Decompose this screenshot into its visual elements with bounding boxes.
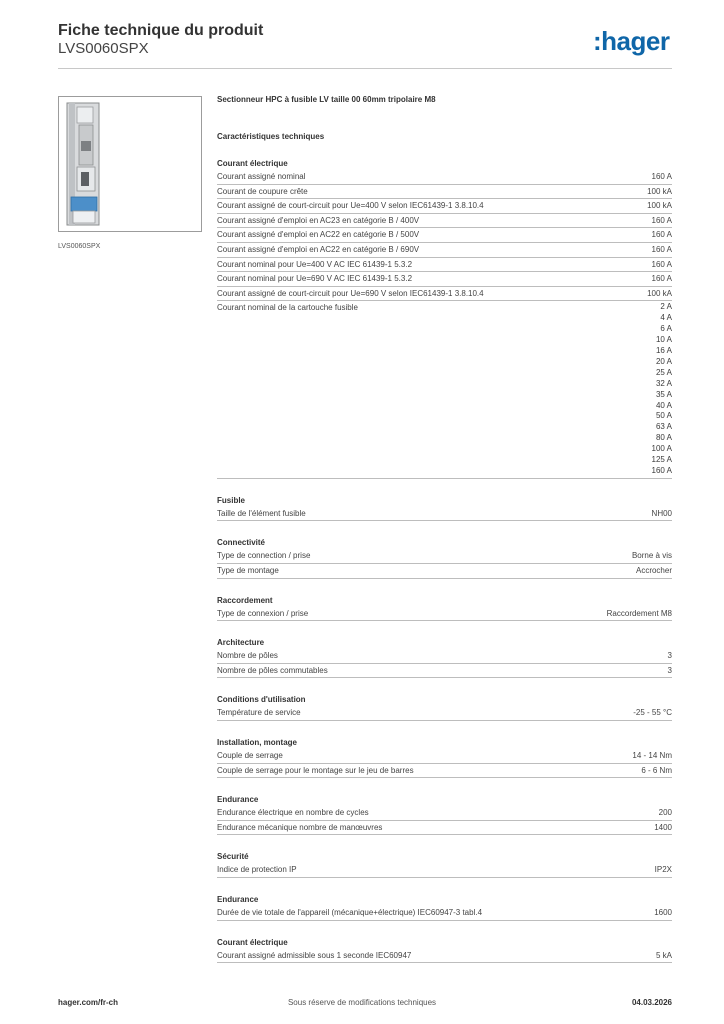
spec-row xyxy=(217,301,672,479)
spec-row xyxy=(217,664,672,679)
spec-label: Endurance électrique en nombre de cycles xyxy=(217,808,369,818)
spec-label: Courant nominal de la cartouche fusible xyxy=(217,303,358,313)
spec-label: Durée de vie totale de l'appareil (mécanique+électrique) IEC60947-3 tabl.4 xyxy=(217,907,483,917)
spec-value: 2 A xyxy=(660,302,672,312)
spec-label: Courant assigné de court-circuit pour Ue=400 V selon IEC61439-1 3.8.10.4 xyxy=(217,201,484,211)
spec-row xyxy=(217,272,672,287)
spec-label: Taille de l'élément fusible xyxy=(217,508,306,518)
section xyxy=(217,596,672,622)
section-title: Courant électrique xyxy=(217,159,288,168)
section xyxy=(217,852,672,878)
product-reference: LVS0060SPX xyxy=(58,40,149,57)
spec-value: 160 A xyxy=(651,244,672,254)
page-title: Fiche technique du produit xyxy=(58,22,264,39)
spec-value: IP2X xyxy=(654,865,672,875)
section-title: Endurance xyxy=(217,795,259,805)
spec-row xyxy=(217,863,672,878)
spec-value: 35 A xyxy=(655,389,672,399)
hager-logo: :hager xyxy=(593,26,670,56)
spec-value: 4 A xyxy=(660,313,672,323)
spec-value: 16 A xyxy=(655,345,672,355)
section-title: Connectivité xyxy=(217,538,266,548)
spec-label: Courant nominal pour Ue=400 V AC IEC 61439-1 5.3.2 xyxy=(217,259,413,269)
footer-disclaimer: Sous réserve de modifications techniques xyxy=(287,998,437,1007)
section xyxy=(217,938,672,964)
spec-row xyxy=(217,607,672,622)
spec-value: 6 A xyxy=(660,324,672,334)
spec-value: 160 A xyxy=(651,172,672,181)
spec-label: Nombre de pôles xyxy=(217,651,278,661)
spec-label: Type de montage xyxy=(217,566,279,576)
section-title: Courant électrique xyxy=(217,937,288,947)
spec-row xyxy=(217,949,672,964)
spec-row xyxy=(217,287,672,302)
spec-row xyxy=(217,199,672,214)
section xyxy=(217,738,672,778)
spec-value: 100 kA xyxy=(647,288,672,298)
spec-row xyxy=(217,243,672,258)
spec-row xyxy=(217,564,672,579)
spec-row xyxy=(217,749,672,764)
image-caption: LVS0060SPX xyxy=(58,243,101,250)
spec-row xyxy=(217,821,672,836)
section-title: Fusible xyxy=(217,495,246,505)
footer-date: 04.03.2026 xyxy=(631,998,672,1007)
section-title: Architecture xyxy=(217,638,265,648)
characteristics-content xyxy=(217,95,672,980)
section xyxy=(217,795,672,835)
section-title: Endurance xyxy=(217,894,259,904)
spec-row xyxy=(217,764,672,779)
spec-value: 3 xyxy=(667,665,672,675)
spec-row xyxy=(217,170,672,185)
spec-value: 10 A xyxy=(655,335,672,345)
spec-value: 6 - 6 Nm xyxy=(641,765,672,775)
spec-label: Type de connection / prise xyxy=(217,551,311,561)
spec-label: Courant assigné admissible sous 1 seconde IEC60947 xyxy=(217,950,412,960)
spec-label: Courant assigné de court-circuit pour Ue=690 V selon IEC61439-1 3.8.10.4 xyxy=(217,288,484,298)
spec-value: 20 A xyxy=(655,356,672,366)
spec-value: Raccordement M8 xyxy=(606,608,672,618)
spec-row xyxy=(217,258,672,273)
spec-label: Type de connexion / prise xyxy=(217,608,309,618)
spec-label: Couple de serrage pour le montage sur le jeu de barres xyxy=(217,765,414,775)
spec-value: 1400 xyxy=(654,822,672,832)
spec-value: 80 A xyxy=(655,433,672,443)
section xyxy=(217,638,672,678)
spec-value: NH00 xyxy=(651,508,672,518)
section xyxy=(217,538,672,578)
spec-value: 100 kA xyxy=(647,186,672,196)
spec-value: 100 A xyxy=(651,444,672,454)
spec-value: Accrocher xyxy=(635,566,672,576)
section-title: Sécurité xyxy=(217,852,249,862)
section xyxy=(217,496,672,522)
spec-value: 1600 xyxy=(654,907,672,917)
spec-row xyxy=(217,706,672,721)
spec-label: Courant de coupure crête xyxy=(217,186,308,196)
section-title: Installation, montage xyxy=(217,738,298,747)
spec-value: 14 - 14 Nm xyxy=(632,751,672,760)
spec-label: Endurance mécanique nombre de manœuvres xyxy=(217,822,383,832)
spec-value: 125 A xyxy=(651,455,672,465)
section-title: Conditions d'utilisation xyxy=(217,695,306,705)
spec-row xyxy=(217,228,672,243)
spec-row xyxy=(217,214,672,229)
spec-value: 50 A xyxy=(655,411,672,421)
section xyxy=(217,895,672,921)
spec-value: 5 kA xyxy=(655,950,672,960)
spec-label: Courant assigné d'emploi en AC22 en catégorie B / 500V xyxy=(217,230,420,240)
section xyxy=(217,159,672,479)
technical-characteristics-heading: Caractéristiques techniques xyxy=(217,132,325,141)
spec-value: 160 A xyxy=(651,230,672,240)
spec-label: Couple de serrage xyxy=(217,751,283,760)
spec-value: 160 A xyxy=(651,274,672,284)
spec-row xyxy=(217,185,672,200)
product-image xyxy=(58,96,202,232)
spec-label: Température de service xyxy=(217,708,301,718)
section-title: Raccordement xyxy=(217,595,273,605)
fuse-switch-illustration xyxy=(59,97,203,233)
spec-row xyxy=(217,906,672,921)
spec-label: Courant nominal pour Ue=690 V AC IEC 61439-1 5.3.2 xyxy=(217,274,413,284)
spec-value: -25 - 55 °C xyxy=(633,708,672,718)
spec-label: Courant assigné nominal xyxy=(217,172,306,181)
sections-container xyxy=(217,159,672,963)
spec-row xyxy=(217,806,672,821)
spec-label: Courant assigné d'emploi en AC22 en catégorie B / 690V xyxy=(217,244,420,254)
spec-value: 32 A xyxy=(655,378,672,388)
spec-value: 200 xyxy=(658,808,672,818)
spec-value: 3 xyxy=(667,651,672,661)
spec-value: 160 A xyxy=(651,465,672,475)
footer-website: hager.com/fr-ch xyxy=(58,998,119,1007)
spec-value: 160 A xyxy=(651,215,672,225)
spec-value-list xyxy=(652,302,672,477)
spec-value: 25 A xyxy=(655,367,672,377)
spec-value: 160 A xyxy=(651,259,672,269)
spec-label: Courant assigné d'emploi en AC23 en catégorie B / 400V xyxy=(217,215,420,225)
spec-value: Borne à vis xyxy=(631,551,672,561)
product-description: Sectionneur HPC à fusible LV taille 00 60mm tripolaire M8 xyxy=(217,95,436,104)
spec-row xyxy=(217,649,672,664)
spec-row xyxy=(217,549,672,564)
spec-label: Indice de protection IP xyxy=(217,865,297,875)
spec-row xyxy=(217,507,672,522)
section xyxy=(217,695,672,721)
spec-value: 100 kA xyxy=(647,201,672,211)
spec-value: 40 A xyxy=(655,400,672,410)
spec-value: 63 A xyxy=(655,422,672,432)
spec-label: Nombre de pôles commutables xyxy=(217,665,328,675)
header-divider xyxy=(58,68,672,69)
